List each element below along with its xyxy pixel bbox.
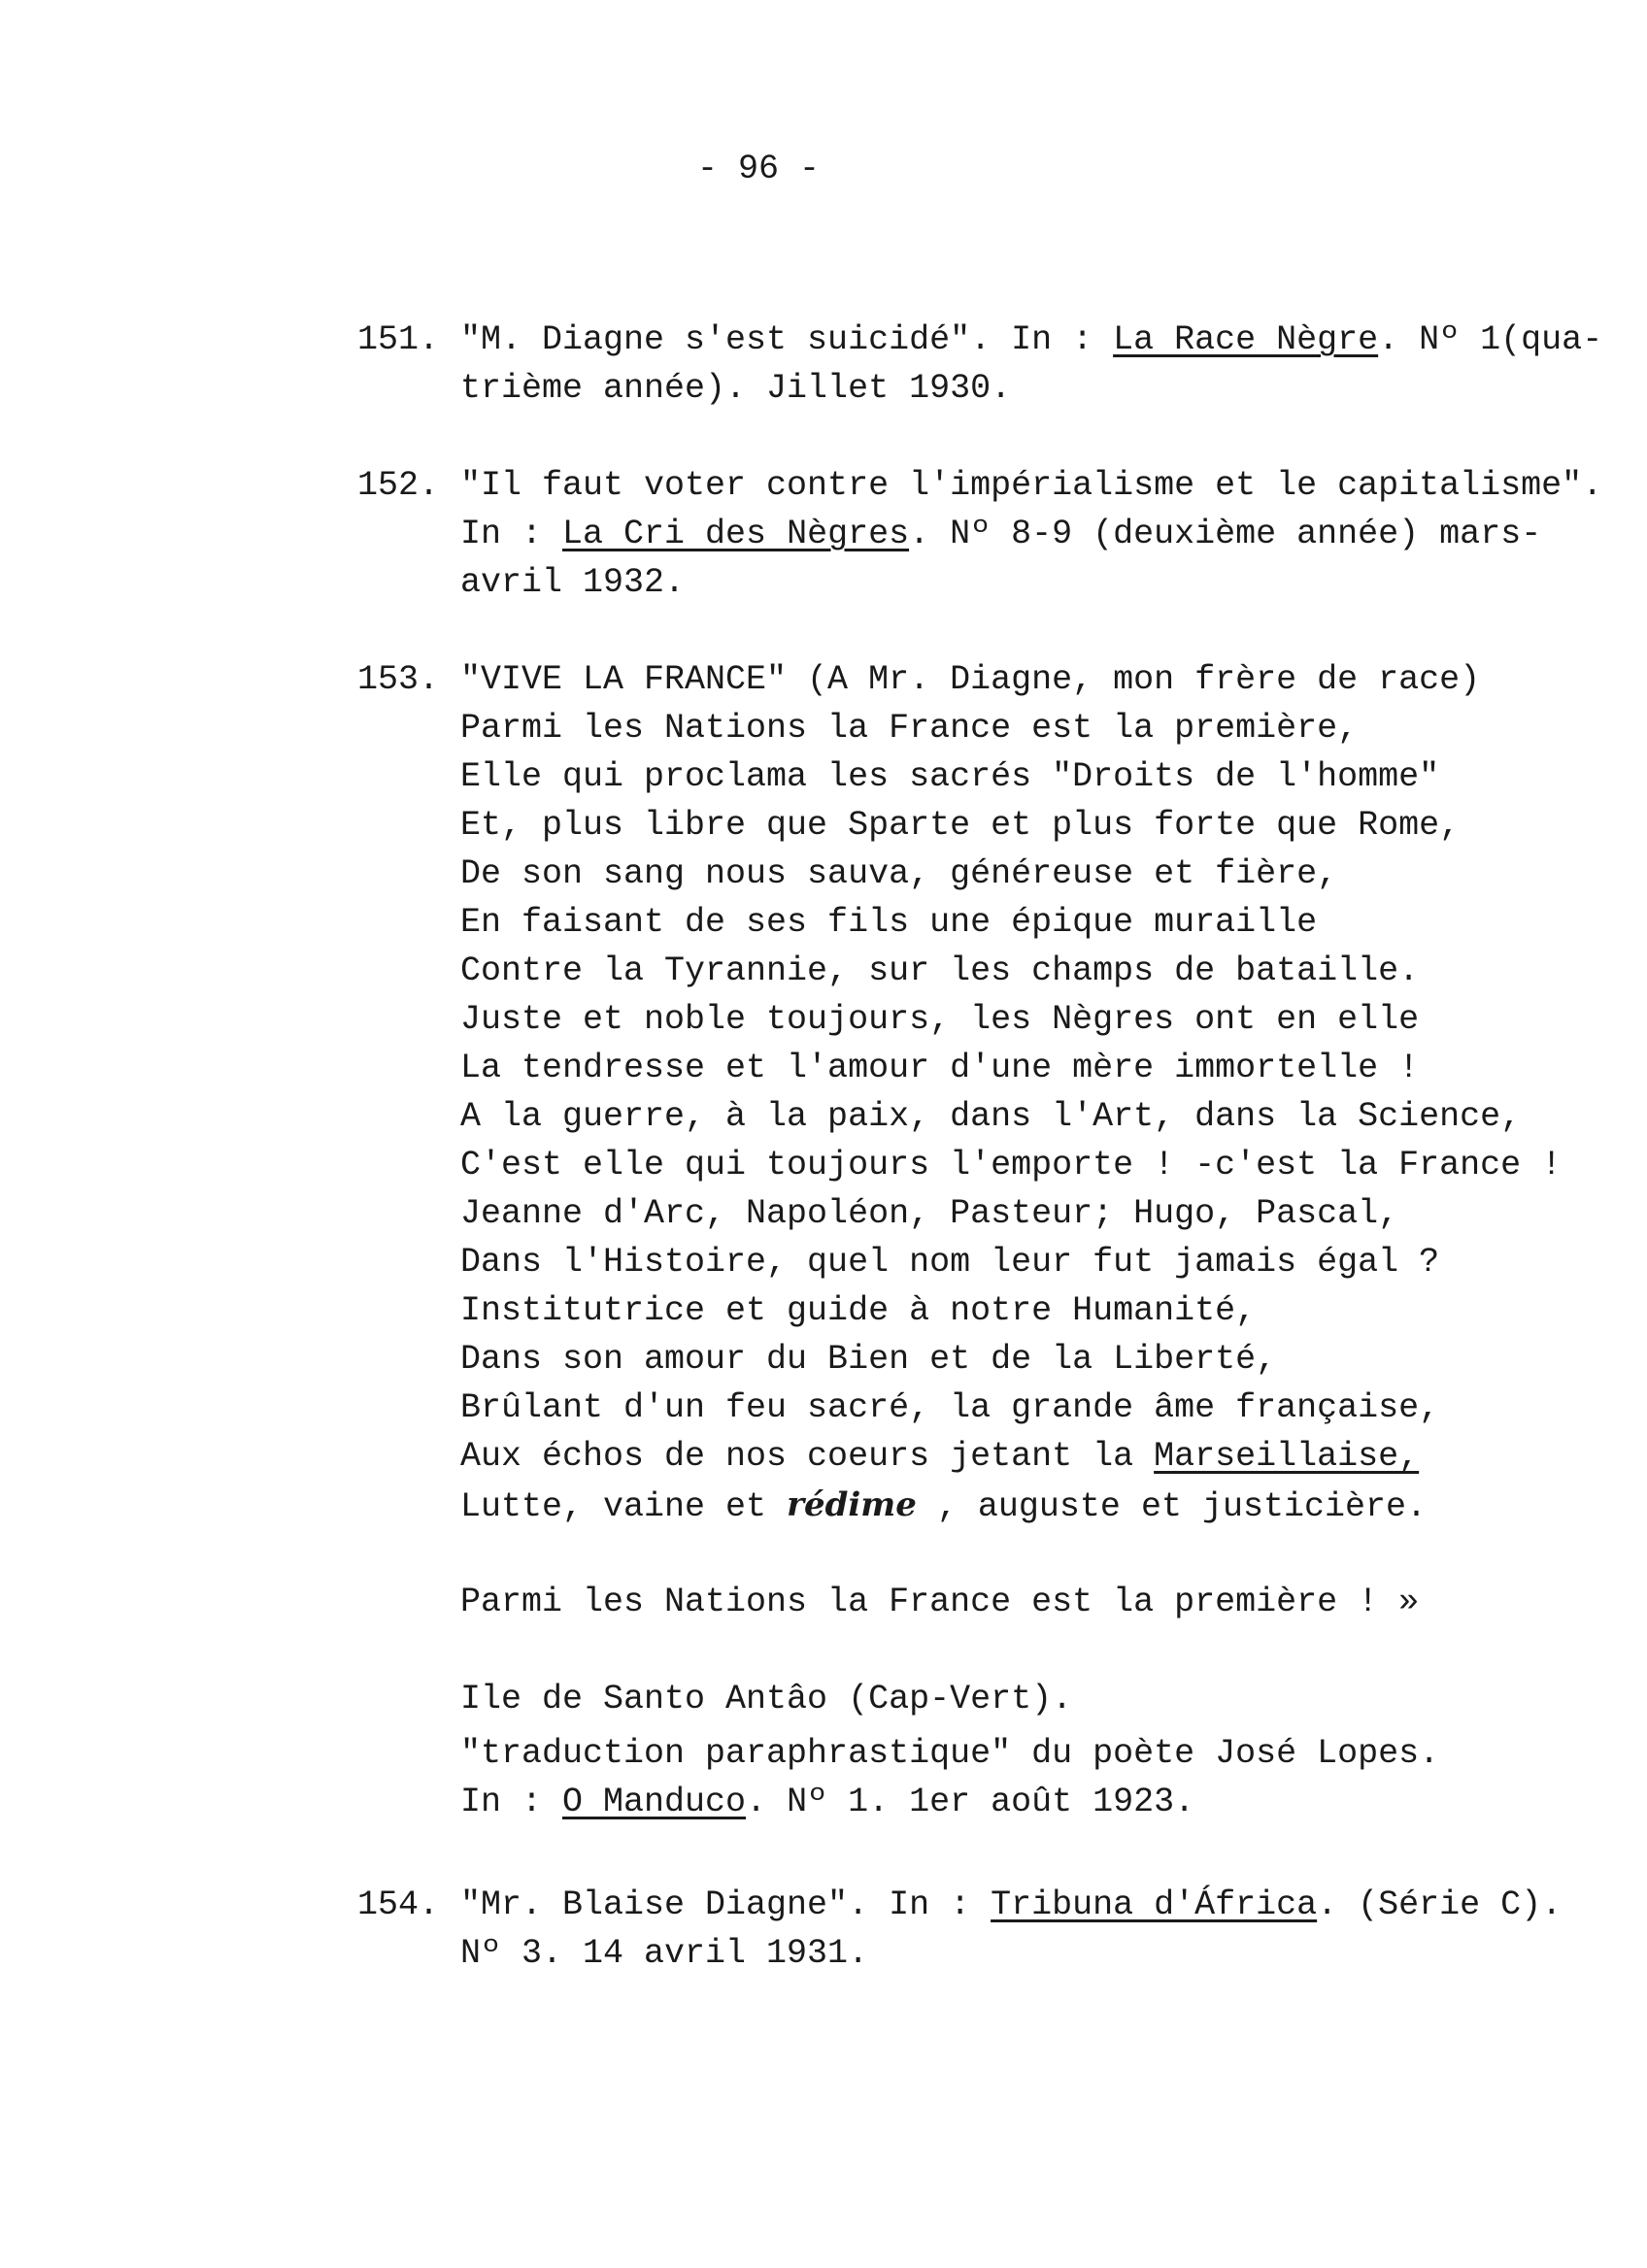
entry-line bbox=[460, 316, 1602, 364]
poem-line bbox=[460, 1481, 1562, 1529]
poem-refrain: Parmi les Nations la France est la première ! » bbox=[460, 1583, 1420, 1621]
poem-line: Elle qui proclama les sacrés "Droits de l'homme" bbox=[460, 757, 1440, 796]
poem-line: Dans l'Histoire, quel nom leur fut jamais égal ? bbox=[460, 1243, 1440, 1282]
text: . Nº 1. 1er août 1923. bbox=[746, 1783, 1195, 1821]
poem-line: Parmi les Nations la France est la première, bbox=[460, 709, 1359, 748]
journal-title: La Cri des Nègres bbox=[562, 515, 910, 553]
poem-line: Brûlant d'un feu sacré, la grande âme française, bbox=[460, 1388, 1440, 1427]
poem-line: De son sang nous sauva, généreuse et fière, bbox=[460, 854, 1338, 893]
entry-number: 153. bbox=[357, 660, 440, 699]
poem-line: A la guerre, à la paix, dans l'Art, dans la Science, bbox=[460, 1097, 1522, 1136]
poem-title: "VIVE LA FRANCE" (A Mr. Diagne, mon frère de race) bbox=[460, 660, 1481, 699]
poem-line: En faisant de ses fils une épique muraille bbox=[460, 903, 1318, 942]
poem-line: Juste et noble toujours, les Nègres ont en elle bbox=[460, 1000, 1420, 1039]
journal-title: La Race Nègre bbox=[1113, 320, 1379, 359]
source-line bbox=[460, 1778, 1562, 1826]
entry-line: "Il faut voter contre l'impérialisme et le capitalisme". bbox=[460, 466, 1603, 505]
text: "M. Diagne s'est suicidé". In : bbox=[460, 320, 1114, 359]
poem-line: Et, plus libre que Sparte et plus forte que Rome, bbox=[460, 806, 1461, 845]
text: In : bbox=[460, 515, 563, 553]
journal-title: Tribuna d'África bbox=[991, 1885, 1318, 1924]
entry-line bbox=[460, 510, 1602, 558]
entry-line: avril 1932. bbox=[460, 563, 686, 602]
poem-line bbox=[460, 1432, 1562, 1481]
source-line: Ile de Santo Antâo (Cap-Vert). bbox=[460, 1680, 1073, 1718]
entry-number: 154. bbox=[357, 1885, 440, 1924]
text: "Mr. Blaise Diagne". In : bbox=[460, 1885, 992, 1924]
text: , auguste et justicière. bbox=[916, 1487, 1427, 1526]
entry-number: 152. bbox=[357, 466, 440, 505]
journal-title: O Manduco bbox=[562, 1783, 747, 1821]
poem-line: Institutrice et guide à notre Humanité, bbox=[460, 1291, 1257, 1330]
text: . Nº 1(qua- bbox=[1378, 320, 1603, 359]
text: Aux échos de nos coeurs jetant la bbox=[460, 1437, 1155, 1476]
entry-line bbox=[460, 1881, 1562, 1929]
text: Lutte, vaine et bbox=[460, 1487, 788, 1526]
text: In : bbox=[460, 1783, 563, 1821]
entry-number: 151. bbox=[357, 320, 440, 359]
poem-line: Dans son amour du Bien et de la Liberté, bbox=[460, 1340, 1277, 1379]
poem-line: Contre la Tyrannie, sur les champs de bataille. bbox=[460, 951, 1420, 990]
poem-line: Jeanne d'Arc, Napoléon, Pasteur; Hugo, Pascal, bbox=[460, 1194, 1399, 1233]
poem-line: La tendresse et l'amour d'une mère immortelle ! bbox=[460, 1049, 1420, 1087]
poem-line: C'est elle qui toujours l'emporte ! -c'est la France ! bbox=[460, 1146, 1563, 1184]
text: . (Série C). bbox=[1317, 1885, 1563, 1924]
entry-line: Nº 3. 14 avril 1931. bbox=[460, 1934, 869, 1973]
underlined-word: Marseillaise, bbox=[1154, 1437, 1420, 1476]
source-line: "traduction paraphrastique" du poète José Lopes. bbox=[460, 1734, 1440, 1773]
handwritten-correction: rédime bbox=[787, 1485, 917, 1524]
text: . Nº 8-9 (deuxième année) mars- bbox=[909, 515, 1542, 553]
page-number: - 96 - bbox=[697, 150, 821, 188]
entry-line: trième année). Jillet 1930. bbox=[460, 369, 1012, 408]
